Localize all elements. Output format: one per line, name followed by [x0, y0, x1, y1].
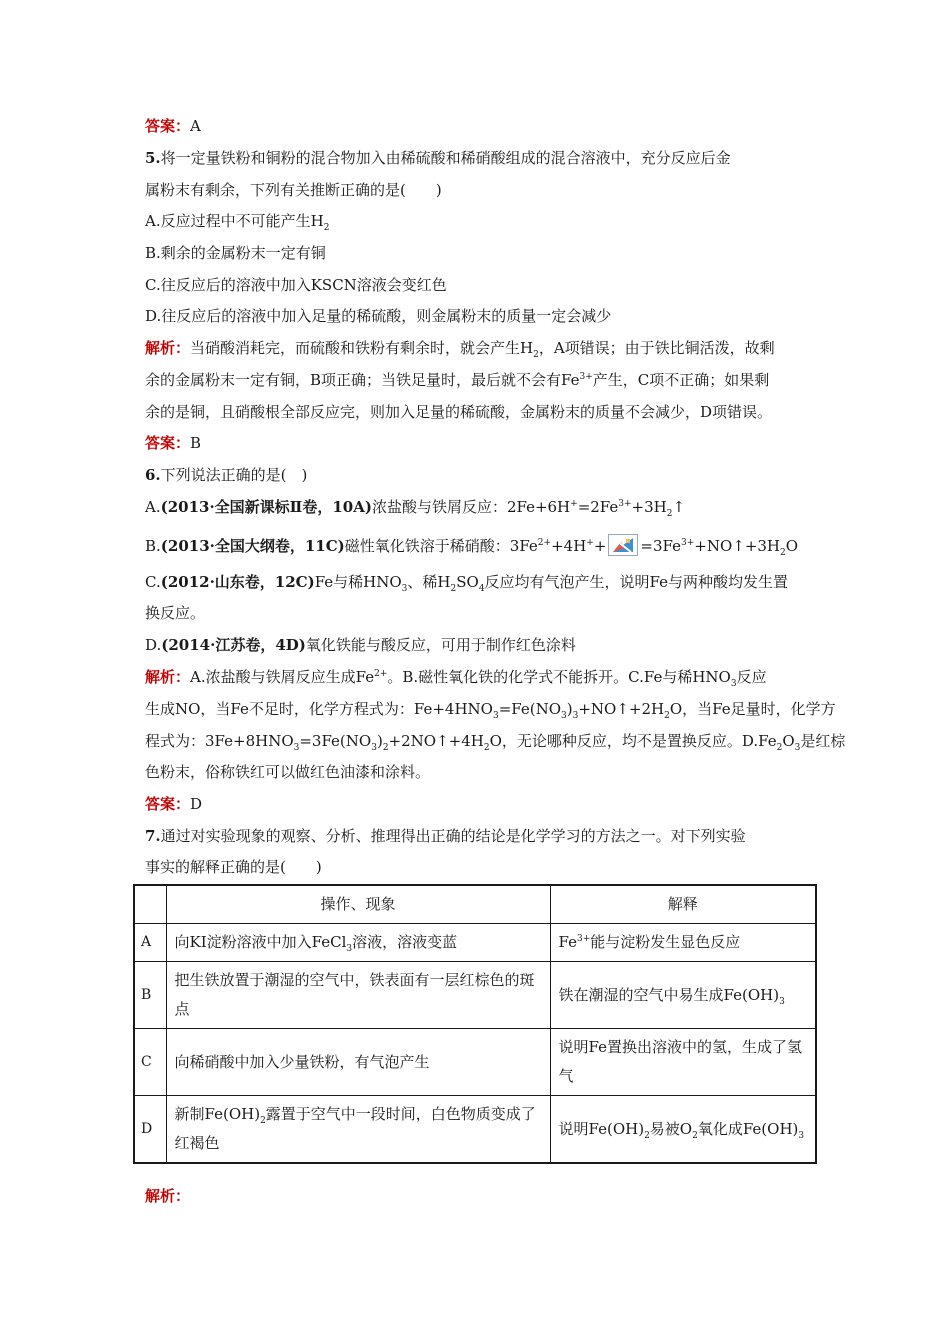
table-row	[134, 1029, 816, 1096]
superscript: 3+	[579, 372, 593, 382]
subscript: 2	[483, 743, 490, 753]
subscript: 2	[664, 711, 670, 721]
analysis-text: ，A项错误；由于铁比铜活泼，故剩	[538, 339, 775, 357]
answer-value: A	[190, 117, 201, 135]
analysis-text: +NO↑+2H	[578, 700, 665, 718]
subscript: 2	[780, 548, 786, 558]
subscript: 3	[798, 1130, 805, 1141]
superscript: +	[586, 538, 594, 548]
cell-text: 说明Fe(OH)	[558, 1119, 645, 1138]
subscript: 3	[371, 743, 377, 753]
operation-cell: 把生铁放置于潮湿的空气中，铁表面有一层红棕色的斑点	[166, 962, 550, 1029]
option-text: SO	[456, 573, 479, 591]
option-text: =3Fe	[640, 537, 681, 555]
superscript: 3+	[618, 499, 632, 509]
operation-cell	[166, 924, 550, 962]
q6-option-a	[145, 497, 825, 517]
option-source: (2013·全国大纲卷，11C)	[160, 537, 345, 555]
q6-answer-line	[145, 794, 825, 814]
table-row	[134, 1096, 816, 1164]
option-text: 氧化铁能与酸反应，可用于制作红色涂料	[305, 636, 576, 654]
q6-analysis-line1	[145, 667, 825, 687]
option-text: +4H	[551, 537, 587, 555]
header-explanation: 解释	[550, 885, 816, 924]
answer-line-q4	[145, 116, 825, 136]
subscript: 2	[692, 1130, 698, 1141]
analysis-text: )	[566, 700, 573, 718]
question-text: 将一定量铁粉和铜粉的混合物加入由稀硫酸和稀硝酸组成的混合溶液中，充分反应后金	[160, 149, 731, 167]
answer-label: 答案：	[145, 795, 191, 813]
q5-option-b: B.剩余的金属粉末一定有铜	[145, 244, 326, 262]
question-number: 7.	[145, 827, 161, 845]
option-text: 磁性氧化铁溶于稀硝酸：3Fe	[344, 537, 538, 555]
header-operation: 操作、现象	[166, 885, 550, 924]
analysis-text: O	[782, 732, 795, 750]
operation-cell: 向稀硝酸中加入少量铁粉，有气泡产生	[166, 1029, 550, 1096]
subscript: 2	[260, 1116, 266, 1126]
option-text: O	[785, 537, 799, 555]
q6-option-b	[145, 534, 825, 556]
analysis-text: =Fe(NO	[498, 700, 562, 718]
cell-text: 能与淀粉发生显色反应	[590, 933, 741, 951]
cell-text: 向KI淀粉溶液中加入FeCl	[174, 933, 347, 951]
subscript: 3	[346, 944, 353, 954]
option-source: (2014·江苏卷，4D)	[161, 636, 306, 654]
superscript: 3+	[680, 538, 695, 548]
analysis-label: 解析：	[145, 1187, 191, 1205]
option-source: (2013·全国新课标Ⅱ卷，10A)	[160, 498, 372, 516]
analysis-text: O，无论哪种反应，均不是置换反应。D.Fe	[489, 732, 777, 750]
broken-image-icon	[608, 534, 638, 556]
answer-value: B	[190, 434, 202, 452]
q6-option-c-line1	[145, 572, 825, 592]
analysis-text: =3Fe(NO	[299, 732, 372, 750]
cell-text: 露置于空气中一段时间，白色物质变成了红褐色	[174, 1105, 536, 1152]
subscript: 3	[293, 743, 300, 753]
analysis-text: O，当Fe足量时，化学方	[669, 700, 836, 718]
superscript: +	[570, 499, 578, 509]
q5-stem-line1	[145, 148, 825, 168]
analysis-text: 是红棕	[800, 732, 846, 750]
subscript: 3	[779, 996, 785, 1007]
subscript: 3	[401, 584, 408, 594]
option-text: +3H	[631, 498, 667, 516]
q5-answer-line	[145, 433, 825, 453]
q7-analysis-line	[145, 1186, 825, 1206]
option-text: 浓盐酸与铁屑反应：2Fe+6H	[371, 498, 571, 516]
analysis-text: 产生，C项不正确；如果剩	[592, 371, 770, 389]
q5-analysis-line2	[145, 370, 825, 390]
subscript: 4	[478, 584, 485, 594]
option-text: Fe与稀HNO	[314, 573, 402, 591]
explanation-cell	[550, 1096, 816, 1164]
q6-analysis-line2	[145, 699, 836, 721]
q5-stem-line2: 属粉末有剩余，下列有关推断正确的是( )	[145, 181, 442, 199]
subscript: 3	[561, 711, 567, 721]
question-number: 5.	[145, 149, 161, 167]
q7-stem-line1	[145, 826, 825, 846]
q5-option-d: D.往反应后的溶液中加入足量的稀硫酸，则金属粉末的质量一定会减少	[145, 307, 612, 325]
subscript: 2	[323, 223, 330, 233]
superscript: 2+	[537, 538, 552, 548]
analysis-label: 解析：	[145, 668, 191, 686]
answer-value: D	[190, 795, 203, 813]
analysis-label: 解析：	[145, 339, 191, 357]
cell-text: Fe	[558, 933, 577, 951]
q7-stem-line2: 事实的解释正确的是( )	[145, 858, 322, 876]
answer-label: 答案：	[145, 434, 191, 452]
subscript: 3	[794, 743, 801, 753]
option-text: +	[593, 537, 607, 555]
analysis-text: 反应	[736, 668, 767, 686]
question-text: 通过对实验现象的观察、分析、推理得出正确的结论是化学学习的方法之一。对下列实验	[160, 827, 746, 845]
q5-option-c: C.往反应后的溶液中加入KSCN溶液会变红色	[145, 276, 447, 294]
option-letter: D.	[145, 636, 162, 654]
option-text: 反应均有气泡产生，说明Fe与两种酸均发生置	[484, 573, 789, 591]
row-label: C	[134, 1029, 166, 1096]
subscript: 3	[492, 711, 499, 721]
q5-analysis-line3: 余的是铜，且硝酸根全部反应完，则加入足量的稀硫酸，金属粉末的质量不会减少，D项错误。	[145, 403, 773, 421]
question-number: 6.	[145, 466, 161, 484]
subscript: 3	[572, 711, 579, 721]
experiment-table	[133, 884, 817, 1164]
table-row	[134, 962, 816, 1029]
analysis-text: +2NO↑+4H	[388, 732, 484, 750]
option-text: A.反应过程中不可能产生H	[145, 212, 324, 230]
cell-text: 溶液，溶液变蓝	[352, 933, 458, 951]
subscript: 3	[730, 679, 737, 689]
superscript: 3+	[576, 934, 591, 944]
subscript: 2	[450, 584, 457, 594]
subscript: 2	[644, 1130, 650, 1141]
q6-stem	[145, 465, 825, 485]
option-letter: C.	[145, 573, 161, 591]
option-text: =2Fe	[577, 498, 619, 516]
option-text: ↑	[672, 498, 686, 516]
explanation-cell: 说明Fe置换出溶液中的氢，生成了氢气	[550, 1029, 816, 1096]
cell-text: 氧化成Fe(OH)	[697, 1119, 799, 1138]
operation-cell	[166, 1096, 550, 1164]
cell-text: 铁在潮湿的空气中易生成Fe(OH)	[558, 985, 780, 1004]
q6-option-c-line2: 换反应。	[145, 604, 206, 622]
option-letter: A.	[145, 498, 161, 516]
explanation-cell	[550, 962, 816, 1029]
option-text: +NO↑+3H	[694, 537, 781, 555]
subscript: 2	[382, 743, 389, 753]
subscript: 2	[776, 743, 783, 753]
q5-option-a	[145, 211, 825, 231]
cell-text: 新制Fe(OH)	[174, 1105, 261, 1123]
analysis-text: )	[376, 732, 383, 750]
q6-analysis-line4: 色粉末，俗称铁红可以做红色油漆和涂料。	[145, 763, 431, 781]
table-row	[134, 924, 816, 962]
answer-label: 答案：	[145, 117, 191, 135]
question-text: 下列说法正确的是( )	[160, 466, 308, 484]
table-header-row	[134, 885, 816, 924]
superscript: 2+	[374, 669, 388, 679]
analysis-text: 余的金属粉末一定有铜，B项正确；当铁足量时，最后就不会有Fe	[145, 371, 580, 389]
row-label: D	[134, 1096, 166, 1164]
q6-analysis-line3	[145, 731, 846, 753]
analysis-text: 生成NO，当Fe不足时，化学方程式为：Fe+4HNO	[145, 700, 493, 718]
subscript: 2	[533, 350, 539, 360]
option-text: 、稀H	[407, 573, 451, 591]
analysis-text: A.浓盐酸与铁屑反应生成Fe	[190, 668, 375, 686]
analysis-text: 程式为：3Fe+8HNO	[145, 732, 294, 750]
cell-text: 易被O	[649, 1119, 693, 1138]
option-letter: B.	[145, 537, 161, 555]
explanation-cell	[550, 924, 816, 962]
subscript: 2	[666, 509, 673, 519]
row-label: A	[134, 924, 166, 962]
header-blank-cell	[134, 885, 166, 924]
analysis-text: 当硝酸消耗完，而硫酸和铁粉有剩余时，就会产生H	[190, 339, 534, 357]
option-source: (2012·山东卷，12C)	[160, 573, 315, 591]
q5-analysis-line1	[145, 338, 825, 358]
analysis-text: 。B.磁性氧化铁的化学式不能拆开。C.Fe与稀HNO	[387, 668, 731, 686]
q6-option-d	[145, 635, 825, 655]
row-label: B	[134, 962, 166, 1029]
